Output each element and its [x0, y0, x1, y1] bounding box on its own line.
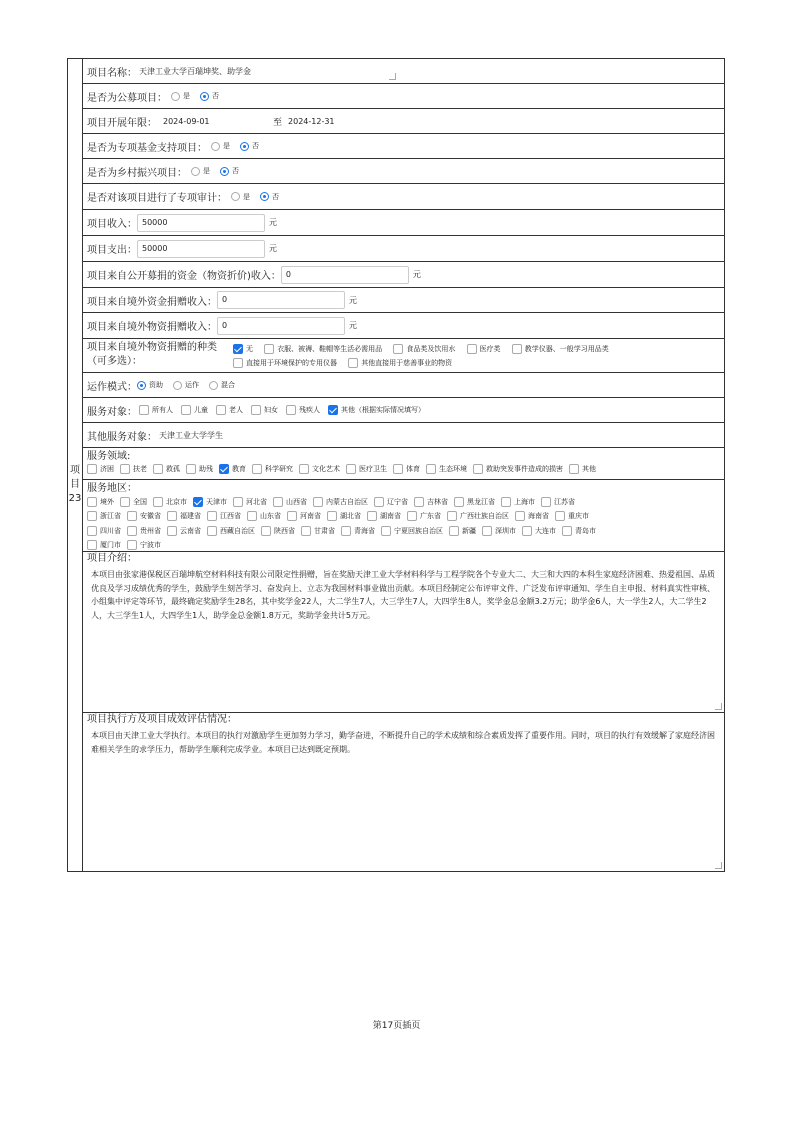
period-end[interactable]: 2024-12-31	[288, 116, 335, 126]
option-label: 大连市	[535, 526, 556, 535]
row-special-fund	[83, 134, 724, 159]
checkbox-icon[interactable]	[287, 511, 297, 521]
public-income-label: 项目来自公开募捐的资金（物资折价)收入：	[87, 271, 281, 282]
option-label: 青岛市	[575, 526, 596, 535]
region-option[interactable]	[313, 495, 368, 508]
checkbox-icon[interactable]	[454, 497, 464, 507]
checkbox-icon[interactable]	[120, 464, 130, 474]
goods-option-none[interactable]	[233, 342, 253, 355]
field-option[interactable]	[346, 463, 387, 476]
period-separator: 至	[273, 117, 283, 128]
checkbox-icon[interactable]	[167, 526, 177, 536]
row-expense	[83, 236, 724, 262]
option-label: 衣服、被褥、鞋帽等生活必需用品	[277, 344, 383, 353]
region-option[interactable]	[233, 495, 267, 508]
option-label: 浙江省	[100, 512, 121, 520]
checkbox-icon[interactable]	[374, 497, 384, 507]
checkbox-icon[interactable]	[247, 511, 257, 521]
checkbox-icon[interactable]	[569, 464, 579, 474]
goods-types-options	[233, 339, 617, 371]
region-option[interactable]	[414, 495, 448, 508]
checkbox-icon[interactable]	[381, 526, 391, 536]
target-disabled[interactable]	[286, 404, 320, 417]
target-all[interactable]	[139, 404, 173, 417]
option-label: 江苏省	[554, 497, 575, 506]
option-label: 宁夏回族自治区	[394, 526, 443, 535]
option-label: 西藏自治区	[220, 526, 255, 535]
field-option[interactable]	[393, 463, 420, 476]
resize-handle-icon[interactable]	[715, 703, 722, 710]
option-fund: 资助	[149, 381, 163, 389]
option-label: 所有人	[152, 406, 173, 414]
checkbox-icon[interactable]	[393, 464, 403, 474]
checkbox-icon[interactable]	[167, 511, 177, 521]
goods-option-environment[interactable]	[233, 357, 337, 370]
checkbox-icon[interactable]	[207, 511, 217, 521]
other-targets-label: 其他服务对象：	[87, 431, 157, 443]
option-label: 河南省	[300, 512, 321, 520]
option-label: 北京市	[166, 497, 187, 506]
region-option[interactable]	[87, 510, 121, 523]
checkbox-checked-icon[interactable]	[219, 464, 229, 474]
checkbox-icon[interactable]	[87, 526, 97, 536]
option-no: 否	[232, 167, 239, 175]
intro-text[interactable]: 本项目由张家港保税区百瑞坤航空材料科技有限公司限定性捐赠，旨在奖励天津工业大学材料科学与工程学院各个专业大二、大三和大四的本科生家庭经济困难、热爱祖国、品质优良及学习成绩优秀的学生，鼓励学生刻苦学习、奋发向上、立志为我国材料事业做出贡献。本项目经制定公布评审文件、广泛发布评审通知、学生自主申报、材料真实性审核、小组集中评定等环节，最终确定奖励学生28名，其中奖学金22人，大二学生7人，大三学生7人，大四学生8人，奖学金总金额3.2万元；助学金6人，大一学生2人，大二学生2人，大三学生1人，大四学生1人，助学金总金额1.8万元，奖助学金共计5万元。	[91, 570, 715, 620]
option-label: 残疾人	[299, 406, 320, 414]
row-service-regions	[83, 480, 724, 552]
region-option[interactable]	[87, 539, 121, 552]
option-label: 科学研究	[265, 465, 293, 474]
option-label: 云南省	[180, 526, 201, 535]
overseas-goods-input[interactable]: 0	[217, 317, 345, 335]
option-label: 河北省	[246, 497, 267, 506]
checkbox-icon[interactable]	[467, 344, 477, 354]
region-option[interactable]	[381, 524, 443, 537]
overseas-cash-input[interactable]: 0	[217, 291, 345, 309]
goods-types-label-group	[87, 339, 233, 369]
service-fields-label: 服务领域:	[87, 450, 131, 462]
radio-no-selected-icon[interactable]	[220, 167, 229, 176]
goods-option-medical[interactable]	[467, 342, 501, 355]
checkbox-icon[interactable]	[407, 511, 417, 521]
region-option[interactable]	[167, 510, 201, 523]
income-label: 项目收入：	[87, 219, 137, 230]
row-intro	[83, 552, 724, 713]
checkbox-checked-icon[interactable]	[193, 497, 203, 507]
region-option[interactable]	[454, 495, 495, 508]
checkbox-icon[interactable]	[120, 497, 130, 507]
row-overseas-goods	[83, 313, 724, 339]
option-label: 境外	[100, 497, 114, 506]
option-label: 新疆	[462, 526, 476, 535]
radio-icon[interactable]	[209, 381, 218, 390]
public-income-input[interactable]: 0	[281, 266, 409, 284]
regions-row4	[87, 539, 602, 554]
option-label: 山东省	[260, 512, 281, 520]
field-option[interactable]	[153, 463, 180, 476]
radio-yes-icon[interactable]	[231, 192, 240, 201]
option-label: 广东省	[420, 512, 441, 520]
checkbox-icon[interactable]	[522, 526, 532, 536]
checkbox-icon[interactable]	[87, 464, 97, 474]
checkbox-icon[interactable]	[87, 511, 97, 521]
region-option[interactable]	[541, 495, 575, 508]
option-operate: 运作	[185, 381, 199, 389]
option-label: 老人	[229, 406, 243, 414]
checkbox-icon[interactable]	[207, 526, 217, 536]
region-option[interactable]	[555, 510, 589, 523]
row-service-fields	[83, 448, 724, 480]
checkbox-icon[interactable]	[233, 358, 243, 368]
checkbox-icon[interactable]	[139, 405, 149, 415]
project-number-label: 项目23	[68, 465, 82, 504]
region-option[interactable]	[367, 510, 401, 523]
row-evaluation	[83, 713, 724, 871]
checkbox-icon[interactable]	[301, 526, 311, 536]
side-column	[67, 59, 83, 871]
radio-yes-icon[interactable]	[211, 142, 220, 151]
region-option[interactable]	[447, 510, 509, 523]
checkbox-icon[interactable]	[327, 511, 337, 521]
evaluation-label: 项目执行方及项目成效评估情况：	[87, 714, 237, 725]
option-yes: 是	[203, 167, 210, 175]
checkbox-icon[interactable]	[447, 511, 457, 521]
goods-option-teaching[interactable]	[512, 342, 609, 355]
option-label: 医疗卫生	[359, 465, 387, 474]
field-option[interactable]	[299, 463, 340, 476]
checkbox-icon[interactable]	[426, 464, 436, 474]
goods-option-other[interactable]	[348, 357, 452, 370]
evaluation-text[interactable]: 本项目由天津工业大学执行。本项目的执行对激励学生更加努力学习，勤学奋进，不断提升自己的学术成绩和综合素质发挥了重要作用。同时，项目的执行有效缓解了家庭经济困难相关学生的求学压力，帮助学生顺利完成学业。本项目已达到既定预期。	[91, 731, 715, 754]
checkbox-icon[interactable]	[216, 405, 226, 415]
target-children[interactable]	[181, 404, 208, 417]
resize-handle-icon[interactable]	[715, 862, 722, 869]
checkbox-icon[interactable]	[264, 344, 274, 354]
option-label: 济困	[100, 465, 114, 474]
checkbox-icon[interactable]	[341, 526, 351, 536]
option-label: 海南省	[528, 512, 549, 520]
expense-unit: 元	[269, 244, 277, 253]
rural-label: 是否为乡村振兴项目：	[87, 167, 187, 179]
expense-input[interactable]: 50000	[137, 240, 265, 258]
checkbox-icon[interactable]	[482, 526, 492, 536]
radio-no-selected-icon[interactable]	[200, 92, 209, 101]
project-form	[67, 58, 725, 872]
checkbox-icon[interactable]	[555, 511, 565, 521]
checkbox-icon[interactable]	[414, 497, 424, 507]
row-other-targets	[83, 423, 724, 448]
option-label: 湖南省	[380, 512, 401, 520]
field-option[interactable]	[186, 463, 213, 476]
option-label: 天津市	[206, 497, 227, 506]
row-audit	[83, 184, 724, 210]
checkbox-icon[interactable]	[393, 344, 403, 354]
checkbox-icon[interactable]	[87, 497, 97, 507]
checkbox-icon[interactable]	[153, 497, 163, 507]
checkbox-icon[interactable]	[313, 497, 323, 507]
row-period	[83, 109, 724, 134]
region-option[interactable]	[127, 510, 161, 523]
project-name-value[interactable]: 天津工业大学百瑞坤奖、助学金	[139, 66, 251, 76]
option-label: 陕西省	[274, 526, 295, 535]
region-option[interactable]	[127, 524, 161, 537]
option-label: 上海市	[514, 497, 535, 506]
service-regions-options	[87, 495, 602, 553]
option-label: 湖北省	[340, 512, 361, 520]
option-label: 广西壮族自治区	[460, 512, 509, 520]
checkbox-icon[interactable]	[87, 540, 97, 550]
option-label: 生态环境	[439, 465, 467, 474]
region-option[interactable]	[87, 524, 121, 537]
intro-label: 项目介绍：	[87, 553, 137, 564]
checkbox-icon[interactable]	[252, 464, 262, 474]
radio-no-selected-icon[interactable]	[260, 192, 269, 201]
option-label: 助残	[199, 465, 213, 474]
checkbox-icon[interactable]	[515, 511, 525, 521]
checkbox-icon[interactable]	[348, 358, 358, 368]
option-label: 江西省	[220, 512, 241, 520]
option-label: 教学仪器、一般学习用品类	[524, 344, 609, 353]
option-label: 山西省	[286, 497, 307, 506]
option-label: 扶老	[133, 465, 147, 474]
region-option[interactable]	[301, 524, 335, 537]
checkbox-icon[interactable]	[473, 464, 483, 474]
field-option[interactable]	[569, 463, 596, 476]
field-option[interactable]	[473, 463, 563, 476]
region-option[interactable]	[482, 524, 516, 537]
region-option[interactable]	[247, 510, 281, 523]
period-label: 项目开展年限：	[87, 117, 157, 129]
option-label: 救孤	[166, 465, 180, 474]
option-label: 全国	[133, 497, 147, 506]
region-option[interactable]	[273, 495, 307, 508]
option-label: 福建省	[180, 512, 201, 520]
field-option[interactable]	[219, 463, 246, 476]
checkbox-icon[interactable]	[449, 526, 459, 536]
option-label: 直接用于环境保护的专用仪器	[246, 359, 337, 367]
row-project-name	[83, 59, 724, 84]
overseas-goods-label: 项目来自境外物资捐赠收入：	[87, 322, 217, 333]
target-women[interactable]	[251, 404, 278, 417]
region-option[interactable]	[193, 495, 227, 508]
resize-handle-icon[interactable]	[389, 73, 396, 80]
row-mode	[83, 373, 724, 398]
option-label: 吉林省	[427, 497, 448, 506]
target-elderly[interactable]	[216, 404, 243, 417]
checkbox-icon[interactable]	[367, 511, 377, 521]
option-no: 否	[212, 92, 219, 100]
project-name-label: 项目名称：	[87, 67, 137, 79]
option-label: 其他（根据实际情况填写）	[341, 406, 425, 414]
checkbox-icon[interactable]	[273, 497, 283, 507]
checkbox-checked-icon[interactable]	[328, 405, 338, 415]
service-regions-label: 服务地区：	[87, 483, 137, 494]
region-option[interactable]	[127, 539, 161, 552]
option-label: 黑龙江省	[467, 497, 495, 506]
region-option[interactable]	[327, 510, 361, 523]
option-label: 其他直接用于慈善事业的物资	[361, 359, 453, 367]
radio-icon[interactable]	[173, 381, 182, 390]
option-label: 体育	[406, 465, 420, 474]
goods-types-label: 项目来自境外物资捐赠的种类	[87, 342, 217, 353]
region-option[interactable]	[207, 510, 241, 523]
checkbox-icon[interactable]	[562, 526, 572, 536]
field-option[interactable]	[87, 463, 114, 476]
region-option[interactable]	[261, 524, 295, 537]
checkbox-icon[interactable]	[181, 405, 191, 415]
row-income	[83, 210, 724, 236]
option-label: 贵州省	[140, 526, 161, 535]
option-mixed: 混合	[221, 381, 235, 389]
row-overseas-cash	[83, 288, 724, 313]
region-option[interactable]	[407, 510, 441, 523]
goods-option-clothing[interactable]	[264, 342, 382, 355]
option-label: 其他	[582, 465, 596, 474]
checkbox-icon[interactable]	[127, 540, 137, 550]
checkbox-icon[interactable]	[186, 464, 196, 474]
regions-row1	[87, 495, 602, 510]
field-option[interactable]	[252, 463, 293, 476]
region-option[interactable]	[449, 524, 476, 537]
period-start[interactable]: 2024-09-01	[163, 116, 210, 126]
option-label: 内蒙古自治区	[326, 497, 368, 506]
region-option[interactable]	[374, 495, 408, 508]
public-fundraising-label: 是否为公募项目：	[87, 92, 167, 104]
region-option[interactable]	[522, 524, 556, 537]
region-option[interactable]	[501, 495, 535, 508]
region-option[interactable]	[167, 524, 201, 537]
page-footer: 第17页插页	[372, 1021, 421, 1031]
checkbox-icon[interactable]	[541, 497, 551, 507]
option-yes: 是	[243, 192, 250, 201]
expense-label: 项目支出：	[87, 245, 137, 256]
checkbox-icon[interactable]	[286, 405, 296, 415]
public-income-unit: 元	[412, 270, 421, 279]
option-label: 青海省	[354, 526, 375, 535]
audit-label: 是否对该项目进行了专项审计：	[87, 193, 227, 204]
option-label: 无	[246, 344, 253, 353]
checkbox-icon[interactable]	[501, 497, 511, 507]
radio-yes-icon[interactable]	[171, 92, 180, 101]
income-unit: 元	[269, 218, 277, 227]
region-option[interactable]	[515, 510, 549, 523]
income-input[interactable]: 50000	[137, 214, 265, 232]
option-label: 妇女	[264, 406, 278, 414]
option-label: 医疗类	[479, 344, 501, 353]
option-label: 辽宁省	[387, 497, 408, 506]
service-fields-options	[87, 463, 602, 478]
region-option[interactable]	[87, 495, 114, 508]
option-label: 深圳市	[495, 526, 516, 535]
row-service-targets	[83, 398, 724, 423]
option-label: 四川省	[100, 526, 121, 535]
region-option[interactable]	[287, 510, 321, 523]
field-option[interactable]	[426, 463, 467, 476]
option-label: 安徽省	[140, 512, 161, 520]
radio-yes-icon[interactable]	[191, 167, 200, 176]
row-public-income	[83, 262, 724, 288]
row-rural	[83, 159, 724, 184]
overseas-cash-unit: 元	[349, 295, 357, 305]
checkbox-icon[interactable]	[512, 344, 522, 354]
option-label: 救助突发事件造成的损害	[486, 465, 563, 474]
option-yes: 是	[223, 142, 230, 150]
special-fund-label: 是否为专项基金支持项目：	[87, 142, 207, 154]
checkbox-icon[interactable]	[127, 511, 137, 521]
goods-option-food[interactable]	[393, 342, 455, 355]
overseas-cash-label: 项目来自境外资金捐赠收入：	[87, 296, 217, 308]
regions-row2	[87, 510, 602, 525]
radio-selected-icon[interactable]	[137, 381, 146, 390]
checkbox-icon[interactable]	[233, 497, 243, 507]
region-option[interactable]	[120, 495, 147, 508]
checkbox-icon[interactable]	[127, 526, 137, 536]
region-option[interactable]	[562, 524, 596, 537]
region-option[interactable]	[341, 524, 375, 537]
option-label: 儿童	[194, 406, 208, 414]
checkbox-icon[interactable]	[299, 464, 309, 474]
other-targets-value[interactable]: 天津工业大学学生	[159, 430, 223, 440]
region-option[interactable]	[153, 495, 187, 508]
option-no: 否	[272, 192, 279, 201]
checkbox-checked-icon[interactable]	[233, 344, 243, 354]
checkbox-icon[interactable]	[346, 464, 356, 474]
option-label: 甘肃省	[314, 526, 335, 535]
option-label: 宁波市	[140, 541, 161, 549]
row-goods-types	[83, 339, 724, 373]
radio-no-selected-icon[interactable]	[240, 142, 249, 151]
region-option[interactable]	[207, 524, 255, 537]
option-label: 食品类及饮用水	[406, 344, 456, 353]
goods-types-label-multi: （可多选）：	[87, 356, 142, 367]
option-label: 厦门市	[100, 541, 121, 549]
form-body	[83, 59, 725, 871]
option-label: 文化艺术	[312, 465, 340, 474]
target-other[interactable]	[328, 404, 425, 417]
checkbox-icon[interactable]	[153, 464, 163, 474]
service-targets-label: 服务对象：	[87, 406, 137, 418]
option-yes: 是	[183, 92, 190, 100]
checkbox-icon[interactable]	[251, 405, 261, 415]
option-label: 教育	[232, 465, 246, 474]
option-label: 重庆市	[568, 512, 589, 520]
checkbox-icon[interactable]	[261, 526, 271, 536]
regions-row3	[87, 524, 602, 539]
option-no: 否	[252, 142, 259, 150]
overseas-goods-unit: 元	[349, 321, 357, 330]
field-option[interactable]	[120, 463, 147, 476]
mode-label: 运作模式：	[87, 381, 137, 393]
row-public-fundraising	[83, 84, 724, 109]
